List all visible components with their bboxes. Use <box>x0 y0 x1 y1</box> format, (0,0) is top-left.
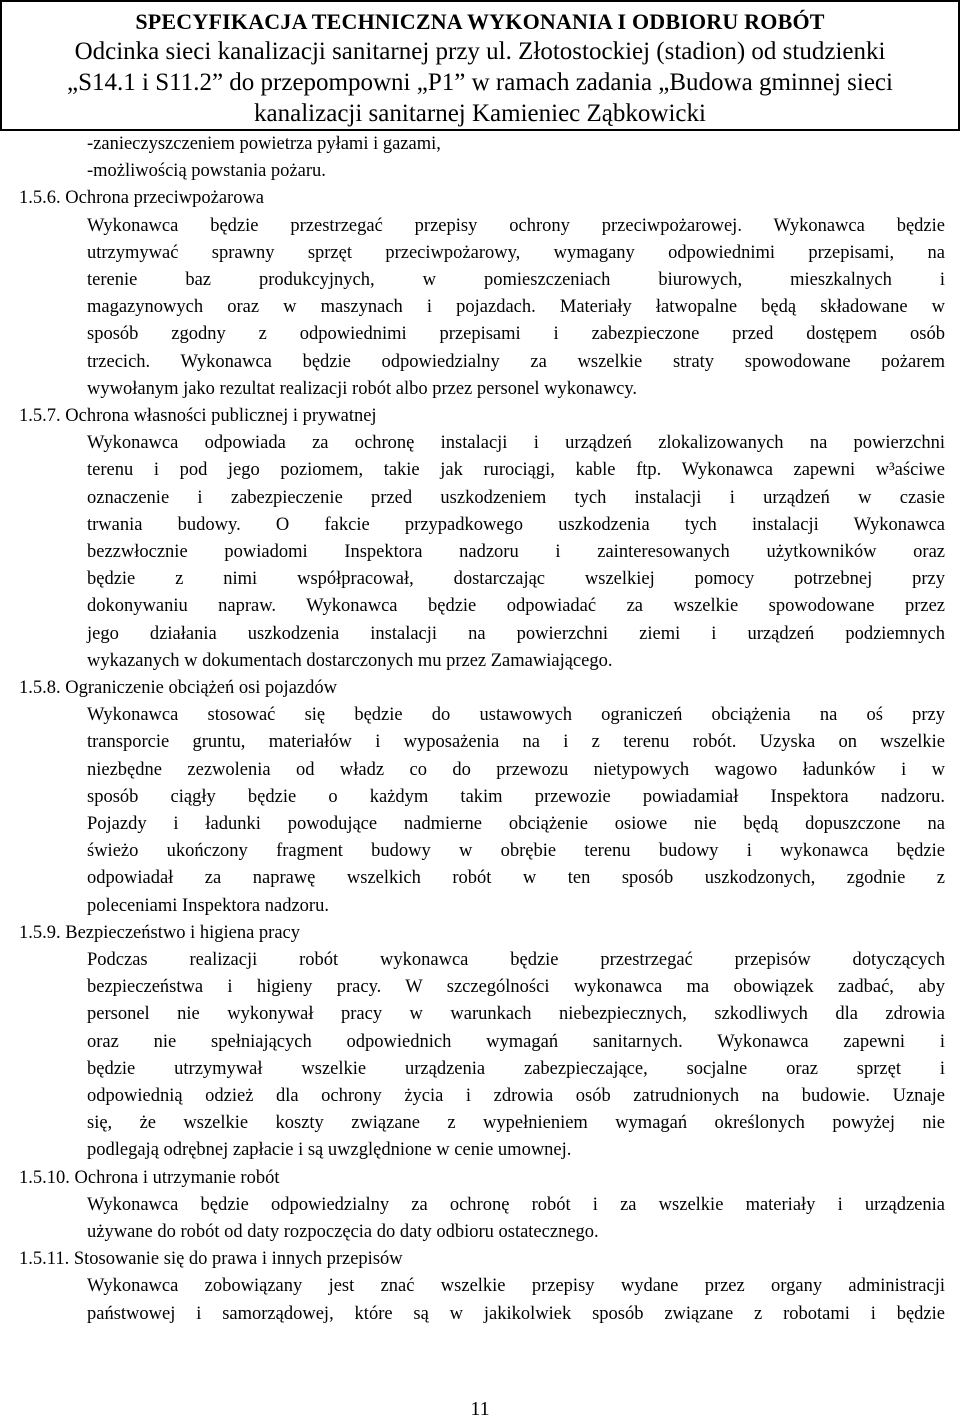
paragraph-line: dokonywaniu napraw. Wykonawca będzie odpowiadać za wszelkie spowodowane przez <box>87 596 945 617</box>
paragraph-line: Wykonawca będzie odpowiedzialny za ochronę robót i za wszelkie materiały i urządzenia <box>87 1194 945 1215</box>
paragraph-line: odpowiednią odzież dla ochrony życia i zdrowia osób zatrudnionych na budowie. Uznaje <box>87 1086 945 1106</box>
header-title: SPECYFIKACJA TECHNICZNA WYKONANIA I ODBIORU ROBÓT <box>135 9 825 34</box>
paragraph-line: będzie z nimi współpracował, dostarczając wszelkiej pomocy potrzebnej przy <box>87 569 945 590</box>
paragraph-line: terenie baz produkcyjnych, w pomieszczeniach biurowych, mieszkalnych i <box>87 270 945 290</box>
paragraph-line: Wykonawca będzie przestrzegać przepisy ochrony przeciwpożarowej. Wykonawca będzie <box>87 215 945 236</box>
paragraph-line: sposób zgodny z odpowiednimi przepisami i zabezpieczone przed dostępem osób <box>87 324 945 345</box>
paragraph-line: jego działania uszkodzenia instalacji na powierzchni ziemi i urządzeń podziemnych <box>87 623 945 644</box>
header-line: „S14.1 i S11.2” do przepompowni „P1” w ramach zadania „Budowa gminnej sieci <box>67 69 893 96</box>
paragraph-line: będzie utrzymywał wszelkie urządzenia zabezpieczające, socjalne oraz sprzęt i <box>87 1058 945 1079</box>
document-body <box>0 131 960 1391</box>
paragraph-line: magazynowych oraz w maszynach i pojazdach. Materiały łatwopalne będą składowane w <box>87 297 945 318</box>
section-heading: 1.5.7. Ochrona własności publicznej i prywatnej <box>19 406 377 426</box>
paragraph-line: odpowiadał za naprawę wszelkich robót w ten sposób uszkodzonych, zgodnie z <box>87 868 945 889</box>
paragraph-line: używane do robót od daty rozpoczęcia do daty odbioru ostatecznego. <box>87 1222 599 1242</box>
paragraph-line: sposób ciągły będzie o każdym takim przewozie powiadamiał Inspektora nadzoru. <box>87 786 945 807</box>
document-header <box>0 0 960 131</box>
header-line: kanalizacji sanitarnej Kamieniec Ząbkowicki <box>254 100 706 127</box>
paragraph-line: poleceniami Inspektora nadzoru. <box>87 895 329 916</box>
paragraph-line: utrzymywać sprawny sprzęt przeciwpożarowy, wymagany odpowiednimi przepisami, na <box>87 242 945 263</box>
section-heading: 1.5.10. Ochrona i utrzymanie robót <box>19 1167 280 1188</box>
paragraph-line: bezpieczeństwa i higieny pracy. W szczególności wykonawca ma obowiązek zadbać, aby <box>87 977 945 998</box>
paragraph-line: transporcie gruntu, materiałów i wyposażenia na i z terenu robót. Uzyska on wszelkie <box>87 732 945 753</box>
paragraph-line: niezbędne zezwolenia od władz co do przewozu nietypowych wagowo ładunków i w <box>87 759 945 780</box>
paragraph-line: świeżo ukończony fragment budowy w obrębie terenu budowy i wykonawca będzie <box>87 841 945 862</box>
list-item: -możliwością powstania pożaru. <box>87 161 326 182</box>
header-line: Odcinka sieci kanalizacji sanitarnej przy ul. Złotostockiej (stadion) od studzienki <box>74 38 886 65</box>
paragraph-line: oraz nie spełniających odpowiednich wymagań sanitarnych. Wykonawca zapewni i <box>87 1031 945 1052</box>
paragraph-line: bezzwłocznie powiadomi Inspektora nadzoru i zainteresowanych użytkowników oraz <box>87 542 945 562</box>
paragraph-line: trwania budowy. O fakcie przypadkowego uszkodzenia tych instalacji Wykonawca <box>87 514 945 535</box>
page-number: 11 <box>470 1398 490 1420</box>
paragraph-line: Wykonawca zobowiązany jest znać wszelkie przepisy wydane przez organy administracji <box>87 1276 945 1297</box>
paragraph-line: podlegają odrębnej zapłacie i są uwzględnione w cenie umownej. <box>87 1140 572 1161</box>
paragraph-line: oznaczenie i zabezpieczenie przed uszkodzeniem tych instalacji i urządzeń w czasie <box>87 487 945 508</box>
paragraph-line: trzecich. Wykonawca będzie odpowiedzialny za wszelkie straty spowodowane pożarem <box>87 351 945 372</box>
paragraph-line: państwowej i samorządowej, które są w jakikolwiek sposób związane z robotami i będzie <box>87 1303 945 1324</box>
list-item: -zanieczyszczeniem powietrza pyłami i gazami, <box>87 134 441 154</box>
paragraph-line: się, że wszelkie koszty związane z wypełnieniem wymagań określonych powyżej nie <box>87 1113 945 1134</box>
paragraph-line: wywołanym jako rezultat realizacji robót albo przez personel wykonawcy. <box>87 378 637 399</box>
paragraph-line: terenu i pod jego poziomem, takie jak rurociągi, kable ftp. Wykonawca zapewni w³aściwe <box>87 460 945 481</box>
paragraph-line: wykazanych w dokumentach dostarczonych mu przez Zamawiającego. <box>87 650 613 671</box>
paragraph-line: personel nie wykonywał pracy w warunkach niebezpiecznych, szkodliwych dla zdrowia <box>87 1004 945 1025</box>
section-heading: 1.5.9. Bezpieczeństwo i higiena pracy <box>19 922 300 943</box>
paragraph-line: Pojazdy i ładunki powodujące nadmierne obciążenie osiowe nie będą dopuszczone na <box>87 814 945 834</box>
paragraph-line: Podczas realizacji robót wykonawca będzie przestrzegać przepisów dotyczących <box>87 950 945 970</box>
section-heading: 1.5.6. Ochrona przeciwpożarowa <box>19 188 265 209</box>
section-heading: 1.5.11. Stosowanie się do prawa i innych przepisów <box>19 1249 403 1270</box>
paragraph-line: Wykonawca odpowiada za ochronę instalacji i urządzeń zlokalizowanych na powierzchni <box>87 433 945 454</box>
paragraph-line: Wykonawca stosować się będzie do ustawowych ograniczeń obciążenia na oś przy <box>87 705 945 726</box>
section-heading: 1.5.8. Ograniczenie obciążeń osi pojazdów <box>19 678 337 698</box>
